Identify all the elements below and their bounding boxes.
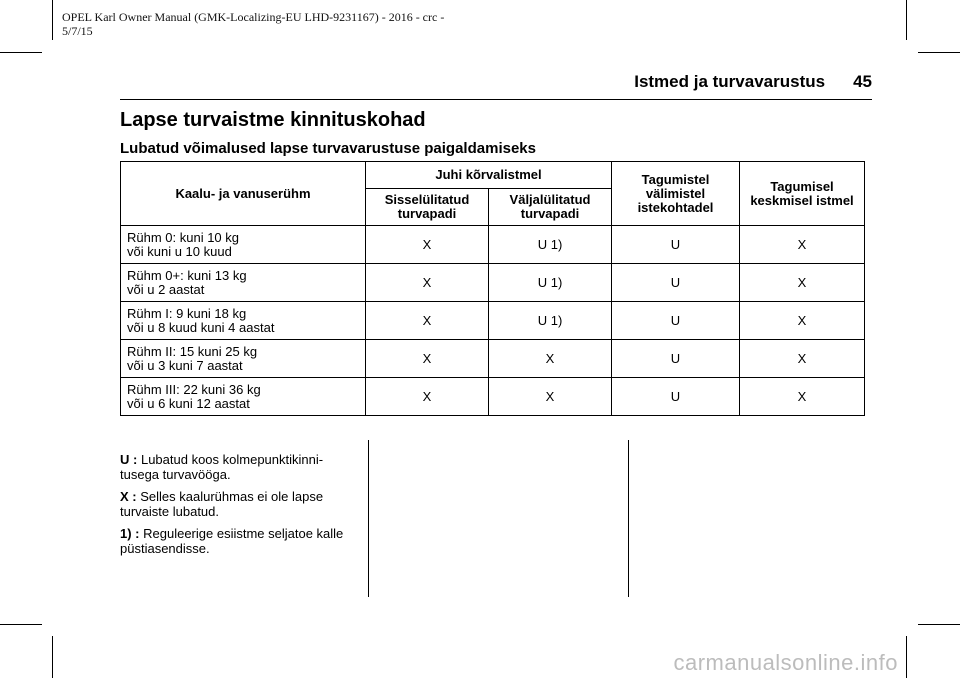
group-weight: Rühm I: 9 kuni 18 kg: [127, 305, 247, 321]
table-legend: [120, 452, 360, 563]
group-weight: Rühm 0+: kuni 13 kg: [127, 267, 247, 283]
group-weight: Rühm 0: kuni 10 kg: [127, 229, 240, 245]
watermark: carmanualsonline.info: [673, 650, 898, 675]
table-row: [121, 226, 865, 264]
running-head-title: Istmed ja turvavarustus: [634, 72, 826, 91]
airbag-on-value: X: [366, 340, 489, 378]
group-weight: Rühm III: 22 kuni 36 kg: [127, 381, 261, 397]
running-head: [634, 72, 872, 92]
header-airbag-deactivated: Väljalülitatud turvapadi: [489, 189, 612, 226]
legend-item: [120, 452, 360, 482]
group-age: või u 8 kuud kuni 4 aastat: [127, 319, 275, 335]
rear-middle-value: X: [740, 302, 865, 340]
legend-item: [120, 489, 360, 519]
group-age: või kuni u 10 kuud: [127, 243, 232, 259]
airbag-on-value: X: [366, 264, 489, 302]
group-cell: [121, 340, 366, 378]
group-cell: [121, 264, 366, 302]
crop-mark: [906, 0, 907, 40]
table-title: Lubatud võimalused lapse turvavarustuse paigaldamiseks: [120, 140, 536, 157]
legend-item: [120, 526, 360, 556]
header-rule: [120, 99, 872, 100]
rear-outer-value: U: [612, 226, 740, 264]
legend-text: Lubatud koos kolmepunktikinni-tusega turvavööga.: [120, 452, 324, 482]
crop-mark: [918, 624, 960, 625]
airbag-on-value: X: [366, 226, 489, 264]
legend-text: Selles kaalurühmas ei ole lapse turvaiste lubatud.: [120, 489, 324, 519]
airbag-off-value: X: [489, 378, 612, 416]
legend-key: X :: [120, 489, 137, 504]
crop-mark: [0, 52, 42, 53]
header-weight-age-group: Kaalu- ja vanuserühm: [121, 162, 366, 226]
header-front-passenger-seat: Juhi kõrvalistmel: [366, 162, 612, 189]
crop-mark: [0, 624, 42, 625]
table-row: [121, 302, 865, 340]
crop-mark: [52, 636, 53, 678]
child-seat-table: [120, 161, 865, 416]
group-age: või u 3 kuni 7 aastat: [127, 357, 243, 373]
page-number: 45: [853, 72, 872, 91]
airbag-off-value: U 1): [489, 226, 612, 264]
legend-key: 1) :: [120, 526, 140, 541]
airbag-off-value: X: [489, 340, 612, 378]
airbag-on-value: X: [366, 302, 489, 340]
airbag-off-value: U 1): [489, 264, 612, 302]
airbag-on-value: X: [366, 378, 489, 416]
table-row: [121, 340, 865, 378]
rear-middle-value: X: [740, 264, 865, 302]
column-divider: [368, 440, 369, 597]
header-rear-middle-seat: Tagumisel keskmisel istmel: [740, 162, 865, 226]
column-divider: [628, 440, 629, 597]
rear-middle-value: X: [740, 378, 865, 416]
rear-outer-value: U: [612, 302, 740, 340]
group-cell: [121, 378, 366, 416]
group-age: või u 2 aastat: [127, 281, 205, 297]
rear-outer-value: U: [612, 264, 740, 302]
table-row: [121, 264, 865, 302]
group-cell: [121, 226, 366, 264]
table-row: [121, 378, 865, 416]
rear-outer-value: U: [612, 340, 740, 378]
rear-middle-value: X: [740, 226, 865, 264]
rear-middle-value: X: [740, 340, 865, 378]
airbag-off-value: U 1): [489, 302, 612, 340]
crop-mark: [52, 0, 53, 40]
document-header-line2: 5/7/15: [62, 24, 93, 38]
legend-key: U :: [120, 452, 138, 467]
group-cell: [121, 302, 366, 340]
header-rear-outer-seats: Tagumistel välimistel istekohtadel: [612, 162, 740, 226]
legend-text: Reguleerige esiistme seljatoe kalle püstiasendisse.: [120, 526, 344, 556]
group-age: või u 6 kuni 12 aastat: [127, 395, 250, 411]
header-airbag-activated: Sisselülitatud turvapadi: [366, 189, 489, 226]
rear-outer-value: U: [612, 378, 740, 416]
document-header-line1: OPEL Karl Owner Manual (GMK-Localizing-EU LHD-9231167) - 2016 - crc -: [62, 10, 445, 24]
document-header: [62, 10, 502, 38]
crop-mark: [906, 636, 907, 678]
group-weight: Rühm II: 15 kuni 25 kg: [127, 343, 258, 359]
crop-mark: [918, 52, 960, 53]
section-title: Lapse turvaistme kinnituskohad: [120, 109, 426, 131]
